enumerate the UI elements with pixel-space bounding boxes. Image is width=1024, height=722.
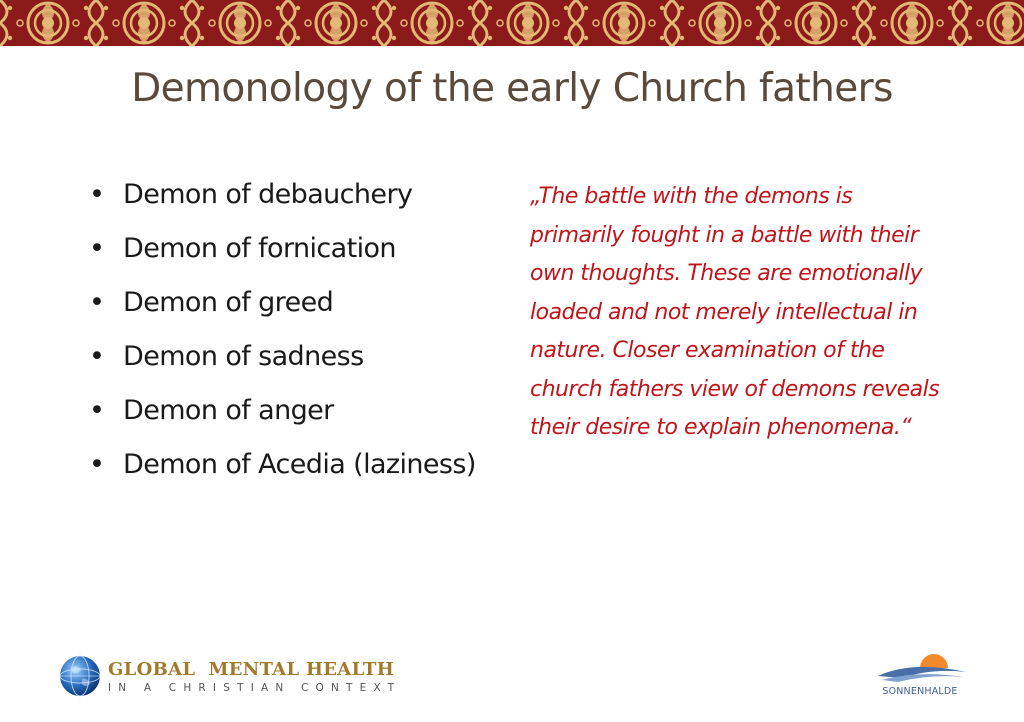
global-mental-health-logo (58, 654, 402, 700)
bullet-symbol: • (89, 287, 105, 318)
list-item (86, 232, 486, 265)
list-item-text: Demon of sadness (123, 341, 364, 372)
list-item (86, 178, 486, 211)
logo-subtitle: IN A CHRISTIAN CONTEXT (108, 682, 402, 694)
list-item-text: Demon of Acedia (laziness) (123, 449, 476, 480)
list-item (86, 448, 486, 481)
list-item (86, 340, 486, 373)
sunrise-icon (872, 650, 972, 686)
logo-main-text: GLOBAL MENTAL HEALTH (108, 659, 395, 680)
bullet-symbol: • (89, 449, 105, 480)
list-item-text: Demon of debauchery (123, 179, 413, 210)
quote-text: „The battle with the demons is primarily fought in a battle with their own thoughts. These are emotionally loaded and not merely intellectual in nature. Closer examination of the church fathers view of demons reveals their desire to explain phenomena.“ (530, 184, 940, 440)
list-item-text: Demon of fornication (123, 233, 396, 264)
list-item (86, 286, 486, 319)
sonnenhalde-logo (872, 650, 972, 706)
bullet-symbol: • (89, 341, 105, 372)
demon-list (86, 178, 486, 502)
bullet-symbol: • (89, 179, 105, 210)
list-item (86, 394, 486, 427)
bullet-symbol: • (89, 395, 105, 426)
decorative-banner (0, 0, 1024, 46)
list-item-text: Demon of greed (123, 287, 334, 318)
logo-right-text: SONNENHALDE (882, 686, 958, 697)
globe-icon (58, 654, 102, 698)
slide-title: Demonology of the early Church fathers (131, 66, 893, 111)
bullet-symbol: • (89, 233, 105, 264)
list-item-text: Demon of anger (123, 395, 334, 426)
